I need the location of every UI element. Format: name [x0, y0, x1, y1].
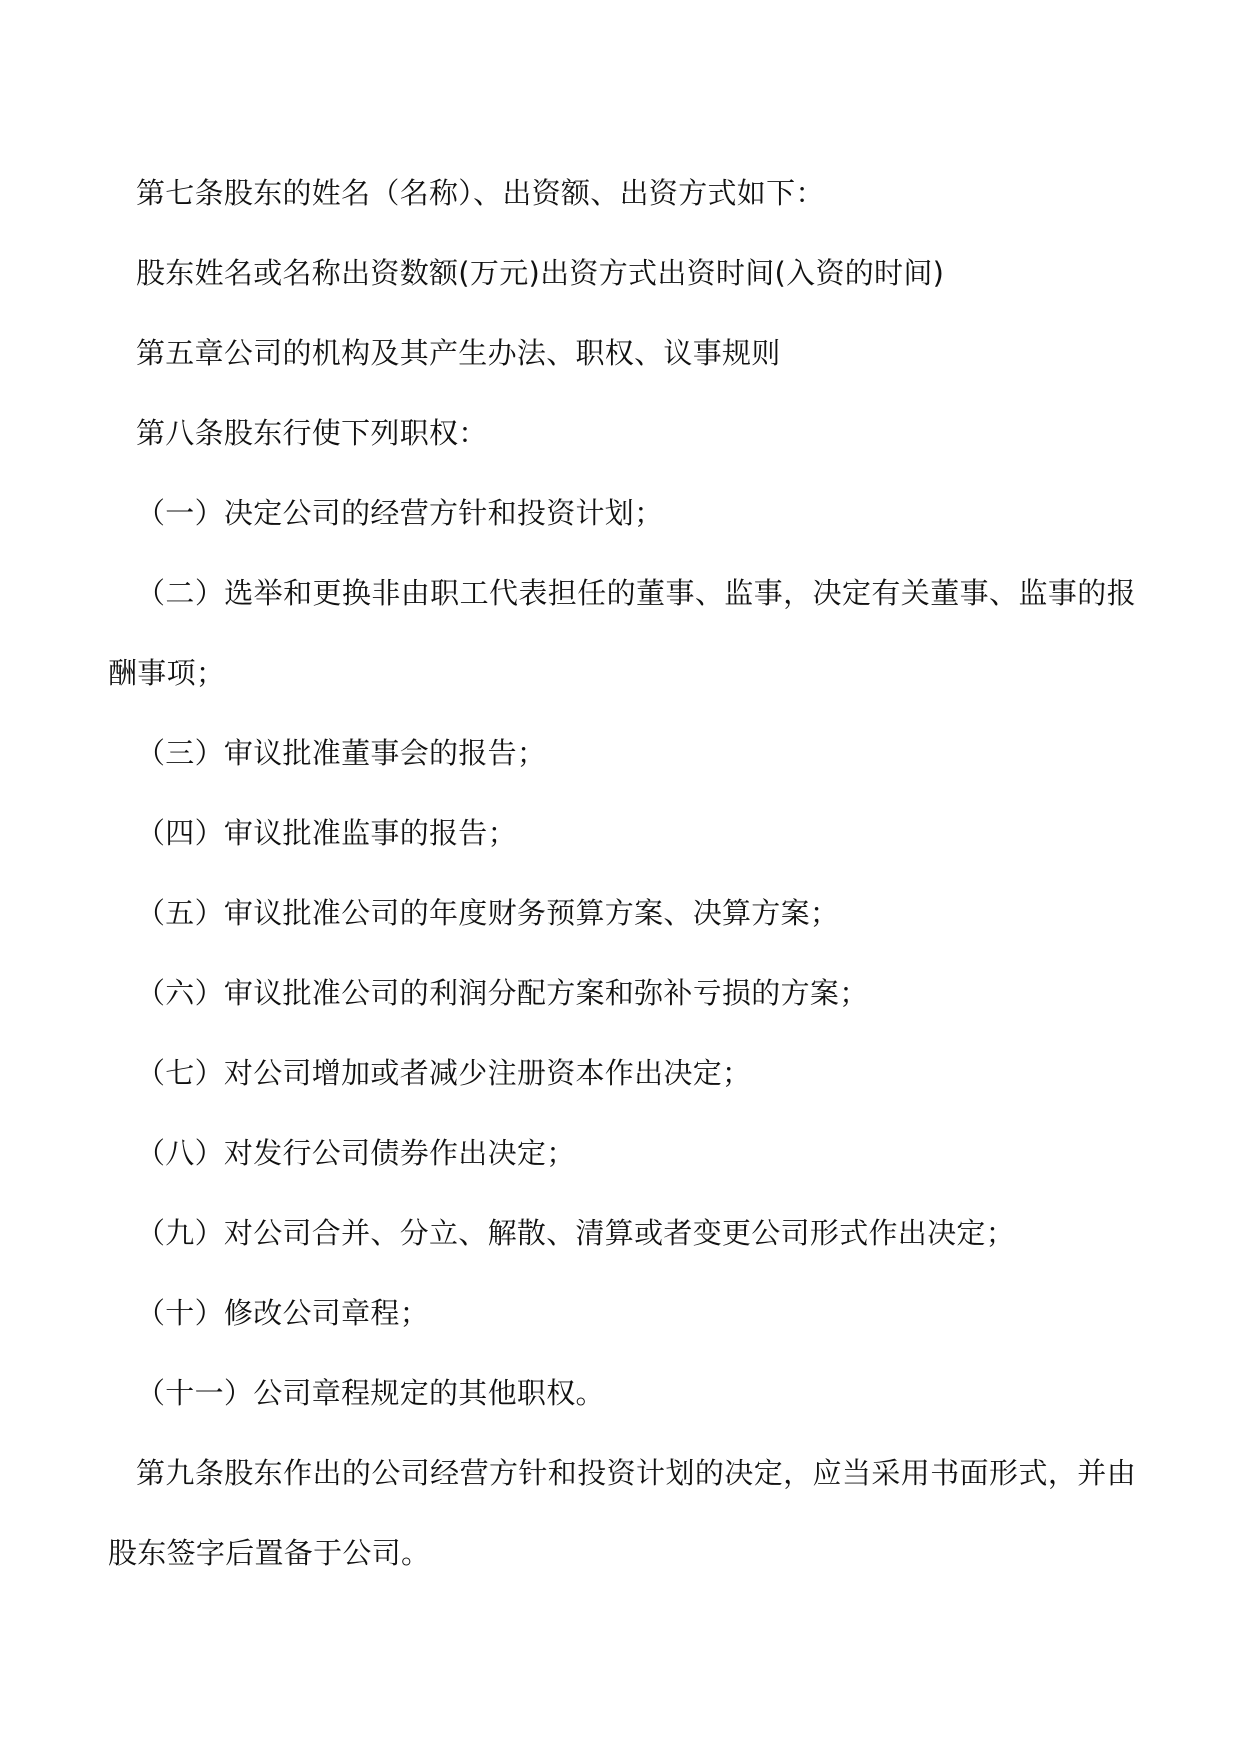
power-item-2-line-1: （二）选举和更换非由职工代表担任的董事、监事，决定有关董事、监事的报: [136, 576, 1136, 610]
article-8-text: 第八条股东行使下列职权：: [136, 416, 488, 450]
power-item-2-line-2: 酬事项；: [108, 656, 226, 690]
power-item-3: （三）审议批准董事会的报告；: [136, 736, 547, 770]
power-item-1: （一）决定公司的经营方针和投资计划；: [136, 496, 664, 530]
power-item-10: （十）修改公司章程；: [136, 1296, 430, 1330]
chapter-5-heading: 第五章公司的机构及其产生办法、职权、议事规则: [136, 336, 781, 370]
power-item-4: （四）审议批准监事的报告；: [136, 816, 517, 850]
power-item-11: （十一）公司章程规定的其他职权。: [136, 1376, 605, 1410]
article-7-text: 第七条股东的姓名（名称）、出资额、出资方式如下：: [136, 176, 825, 210]
power-item-7: （七）对公司增加或者减少注册资本作出决定；: [136, 1056, 752, 1090]
shareholder-table-header-text: 股东姓名或名称出资数额(万元)出资方式出资时间(入资的时间): [136, 256, 945, 290]
power-item-5: （五）审议批准公司的年度财务预算方案、决算方案；: [136, 896, 840, 930]
article-9-line-2: 股东签字后置备于公司。: [108, 1536, 431, 1570]
power-item-8: （八）对发行公司债券作出决定；: [136, 1136, 576, 1170]
article-9-line-1: 第九条股东作出的公司经营方针和投资计划的决定，应当采用书面形式，并由: [136, 1456, 1136, 1490]
power-item-6: （六）审议批准公司的利润分配方案和弥补亏损的方案；: [136, 976, 869, 1010]
power-item-9: （九）对公司合并、分立、解散、清算或者变更公司形式作出决定；: [136, 1216, 1016, 1250]
